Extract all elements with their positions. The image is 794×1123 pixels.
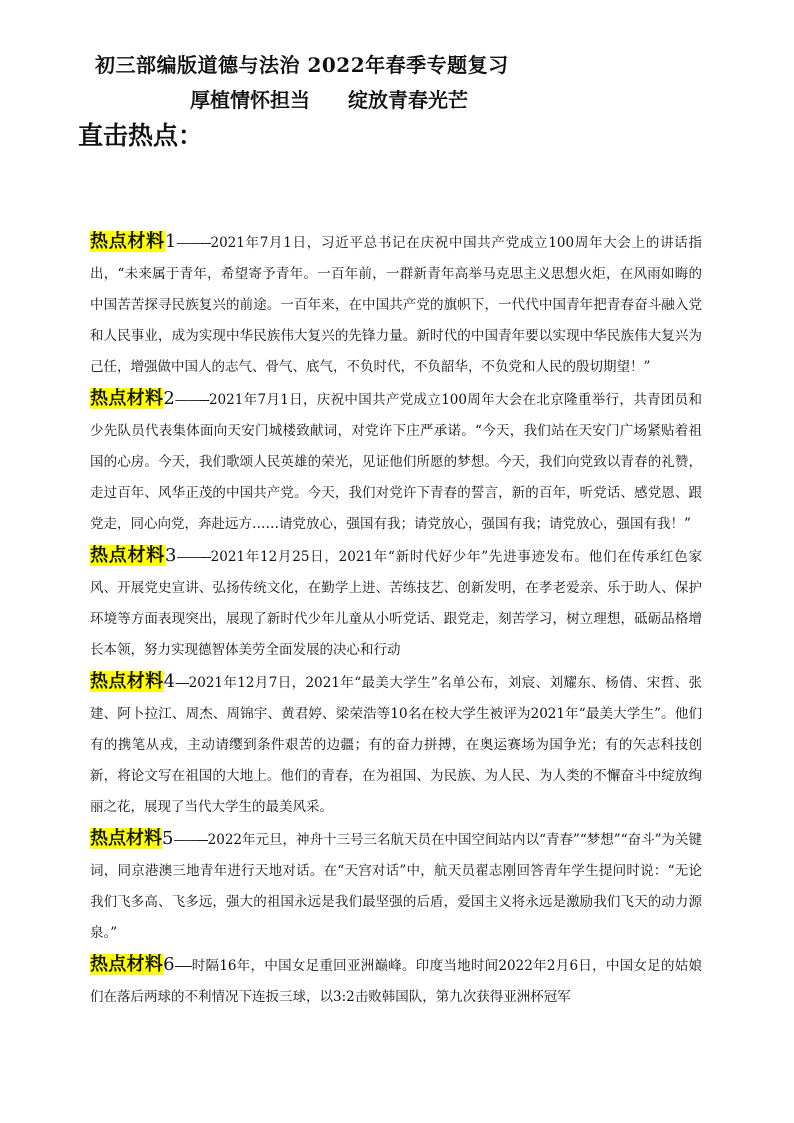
material-text: 2021年7月1日，习近平总书记在庆祝中国共产党成立100周年大会上的讲话指出，“未来属于青年，希望寄予青年。一百年前，一群新青年高举马克思主义思想火炬，在风雨如晦的中国苦苦探寻民族复兴的前途。一百年来，在中国共产党的旗帜下，一代代中国青年把青春奋斗融入党和人民事业，成为实现中华民族伟大复兴的先锋力量。新时代的中国青年要以实现中华民族伟大复兴为己任，增强做中国人的志气、骨气、底气，不负时代，不负韶华，不负党和人民的殷切期望！”	[90, 235, 702, 375]
material-paragraph-4	[90, 666, 702, 823]
material-text: 2021年7月1日，庆祝中国共产党成立100周年大会在北京隆重举行，共青团员和少先队员代表集体面向天安门城楼致献词，对党许下庄严承诺。“今天，我们站在天安门广场紧贴着祖国的心房。今天，我们歌颂人民英雄的荣光，见证他们所愿的梦想。今天，我们向党致以青春的礼赞，走过百年、风华正茂的中国共产党。今天，我们对党许下青春的誓言，新的百年，听党话、感党恩、跟党走，同心向党，奔赴远方……请党放心，强国有我；请党放心，强国有我；请党放心，强国有我！”	[90, 392, 702, 532]
material-text: 时隔16年，中国女足重回亚洲巅峰。印度当地时间2022年2月6日，中国女足的姑娘们在落后两球的不利情况下连扳三球，以3:2击败韩国队，第九次获得亚洲杯冠军	[90, 958, 703, 1005]
material-paragraph-2	[90, 383, 702, 540]
material-number: 1	[164, 231, 177, 252]
material-paragraph-6	[90, 949, 702, 1013]
material-number: 5	[162, 828, 174, 849]
materials-body	[90, 226, 702, 1013]
material-label: 热点材料	[90, 388, 164, 409]
material-number: 4	[163, 671, 176, 692]
document-title: 初三部编版道德与法治 2022年春季专题复习	[95, 53, 509, 77]
material-number: 6	[163, 954, 175, 975]
material-dash: ——---	[174, 393, 209, 408]
material-label: 热点材料	[90, 828, 163, 849]
material-dash: ----	[175, 676, 189, 691]
document-subtitle	[190, 84, 690, 113]
material-number: 3	[165, 545, 177, 566]
material-paragraph-3	[90, 540, 702, 666]
material-label: 热点材料	[90, 954, 164, 975]
material-text: 2021年12月25日，2021年“新时代好少年”先进事迹发布。他们在传承红色家风、开展党史宣讲、弘扬传统文化，在勤学上进、苦练技艺、创新发明，在孝老爱亲、乐于助人、保护环境等方面表现突出，展现了新时代少年儿童从小听党话、跟党走，刻苦学习，树立理想，砥砺品格增长本领，努力实现德智体美劳全面发展的决心和行动	[90, 549, 703, 658]
material-dash: ——---	[176, 236, 211, 251]
material-dash: -----	[174, 959, 192, 974]
material-paragraph-1	[90, 226, 702, 383]
subtitle-part-1: 厚植情怀担当	[190, 88, 310, 112]
material-dash: ——---	[173, 833, 208, 848]
subtitle-part-2: 绽放青春光芒	[348, 88, 468, 112]
material-text: 2021年12月7日，2021年“最美大学生”名单公布，刘宸、刘耀东、杨倩、宋哲、张建、阿卜拉江、周杰、周锦宇、黄君婷、梁荣浩等10名在校大学生被评为2021年“最美大学生”。他们有的携笔从戎，主动请缨到条件艰苦的边疆；有的奋力拼搏，在奥运赛场为国争光；有的矢志科技创新，将论文写在祖国的大地上。他们的青春，在为祖国、为民族、为人民、为人类的不懈奋斗中绽放绚丽之花，展现了当代大学生的最美风采。	[90, 675, 702, 815]
material-label: 热点材料	[90, 231, 165, 252]
material-number: 2	[163, 388, 175, 409]
material-label: 热点材料	[90, 545, 166, 566]
material-label: 热点材料	[90, 671, 164, 692]
material-paragraph-5	[90, 823, 702, 949]
material-text: 2022年元旦，神舟十三号三名航天员在中国空间站内以“青春”“梦想”“奋斗”为关键词，同京港澳三地青年进行天地对话。在“天宫对话”中，航天员翟志刚回答青年学生提问时说：“无论我们飞多高、飞多远，强大的祖国永远是我们最坚强的后盾，爱国主义将永远是激励我们飞天的动力源泉。”	[90, 832, 703, 941]
material-dash: ——---	[176, 550, 211, 565]
section-heading: 直击热点：	[78, 121, 204, 150]
